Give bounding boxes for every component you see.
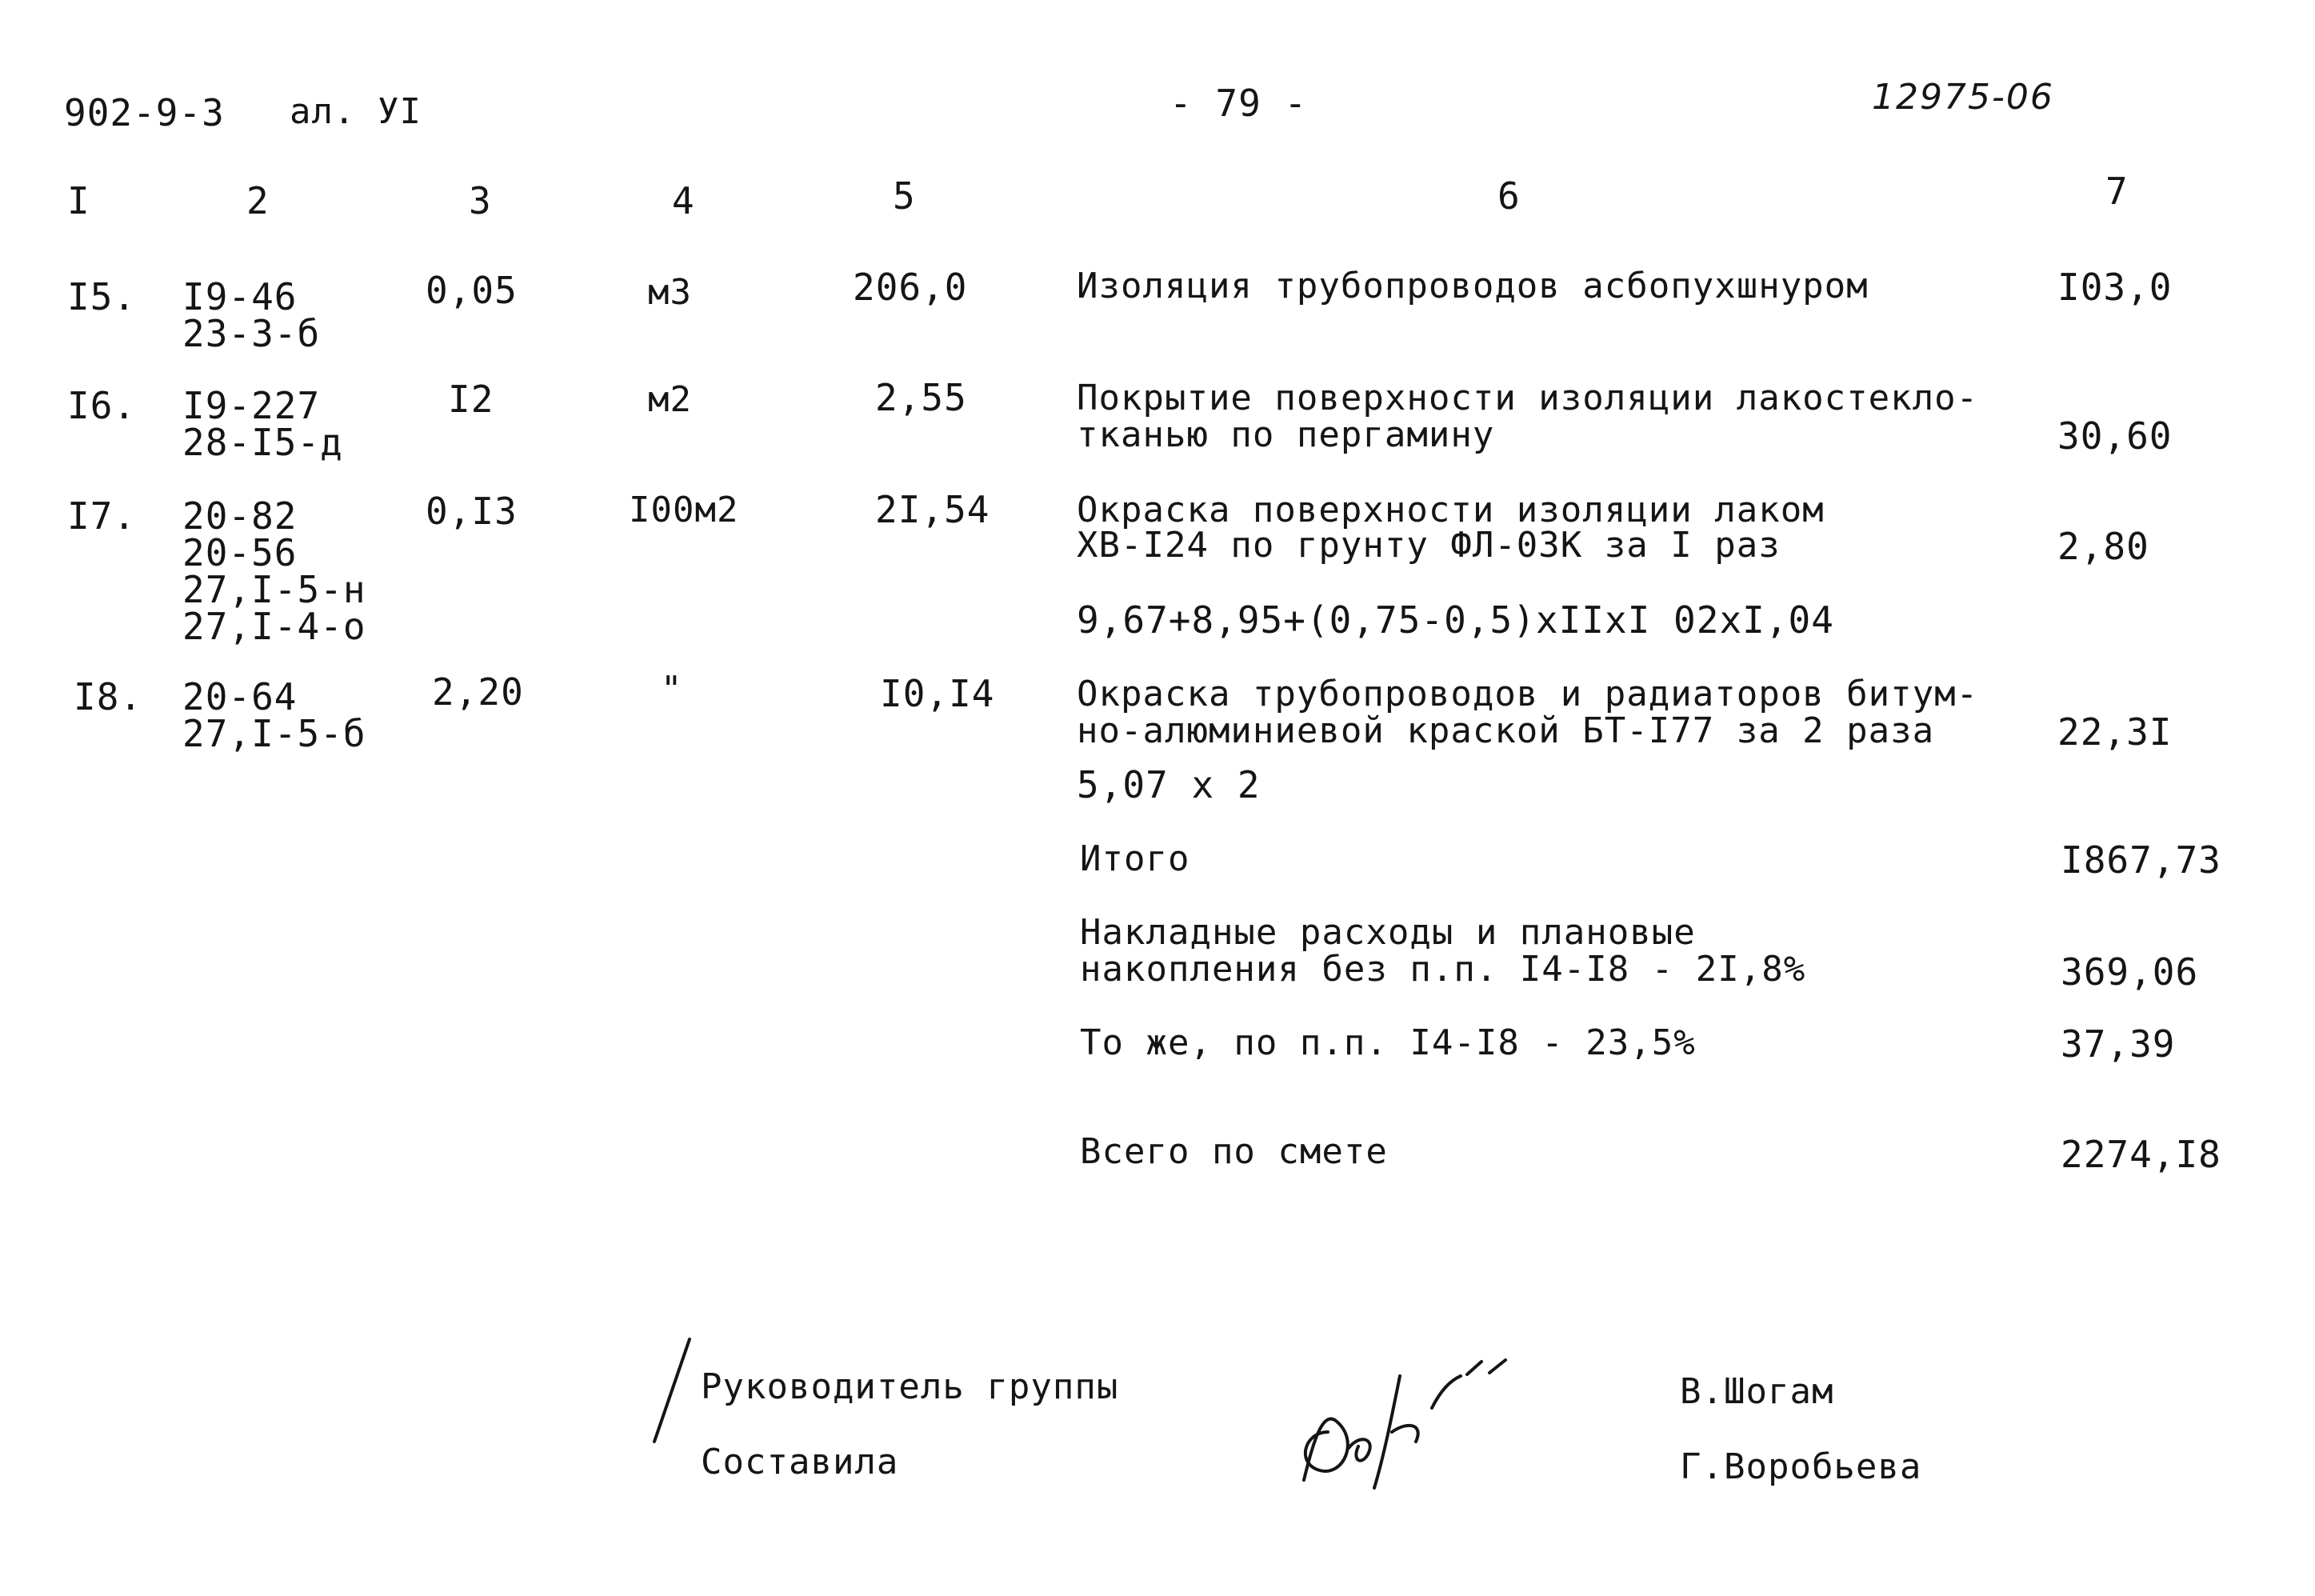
column-header-4: 4 — [672, 179, 695, 222]
overhead-label: Накладные расходы и плановые — [1080, 912, 1696, 953]
row-code: I9-46 — [182, 275, 298, 318]
grand-total-label: Всего по смете — [1080, 1131, 1388, 1172]
row-description: Покрытие поверхности изоляции лакостекло- — [1077, 378, 1979, 418]
overhead-label: накопления без п.п. I4-I8 - 2I,8% — [1080, 949, 1806, 990]
row-code: 27,I-5-б — [182, 712, 366, 755]
column-header-2: 2 — [246, 179, 270, 222]
row-unit: I00м2 — [629, 490, 739, 530]
row-description: Изоляция трубопроводов асбопухшнуром — [1077, 266, 1869, 306]
row-unit: " — [661, 669, 683, 710]
row-formula: 5,07 х 2 — [1077, 763, 1261, 806]
row-price: 206,0 — [853, 266, 968, 309]
overhead-value: 369,06 — [2061, 950, 2199, 994]
leader-name: В.Шогам — [1680, 1371, 1834, 1412]
row-total: 22,3I — [2057, 710, 2173, 754]
grand-total-value: 2274,I8 — [2061, 1133, 2221, 1176]
page-number: - 79 - — [1169, 82, 1308, 125]
project-code: 902-9-3 — [64, 91, 225, 134]
row-description: ХВ-I24 по грунту ФЛ-03К за I раз — [1077, 525, 1781, 566]
compiler-name: Г.Воробьева — [1680, 1446, 1922, 1487]
row-description: но-алюминиевой краской БТ-I77 за 2 раза — [1077, 710, 1935, 751]
subtotal-value: I867,73 — [2061, 838, 2221, 882]
archive-number: 12975-06 — [1872, 77, 2054, 118]
subtotal-label: Итого — [1080, 838, 1190, 879]
row-total: 30,60 — [2057, 414, 2173, 458]
row-unit: м3 — [648, 272, 692, 313]
leader-role: Руководитель группы — [701, 1366, 1119, 1407]
row-description: Окраска трубопроводов и радиаторов битум- — [1077, 674, 1979, 714]
row-number: I7. — [67, 494, 137, 538]
row-total: I03,0 — [2057, 266, 2173, 309]
compiler-role: Составила — [701, 1442, 899, 1482]
row-code: 20-56 — [182, 531, 298, 574]
album-number: ал. УI — [290, 91, 422, 132]
row-formula: 9,67+8,95+(0,75-0,5)хIIхI 02хI,04 — [1077, 598, 1834, 642]
row-code: 28-I5-д — [182, 421, 343, 464]
row-total: 2,80 — [2057, 525, 2149, 568]
row-number: I8. — [74, 675, 143, 718]
row-description: Окраска поверхности изоляции лаком — [1077, 490, 1825, 530]
same-value: 37,39 — [2061, 1022, 2176, 1066]
row-number: I6. — [67, 384, 137, 427]
row-price: 2I,54 — [875, 488, 990, 531]
column-header-5: 5 — [893, 174, 916, 218]
row-quantity: 0,05 — [426, 269, 518, 312]
row-code: 27,I-4-о — [182, 605, 366, 648]
row-number: I5. — [67, 275, 137, 318]
handwritten-signature — [1272, 1344, 1528, 1496]
row-price: I0,I4 — [880, 672, 995, 715]
same-label: То же, по п.п. I4-I8 - 23,5% — [1080, 1022, 1696, 1063]
row-code: 20-82 — [182, 494, 298, 538]
row-price: 2,55 — [875, 376, 967, 419]
column-header-1: I — [67, 179, 90, 222]
slash-mark — [648, 1334, 696, 1446]
row-quantity: I2 — [448, 378, 494, 421]
row-quantity: 0,I3 — [426, 490, 518, 533]
column-header-7: 7 — [2105, 170, 2129, 213]
column-header-3: 3 — [469, 179, 492, 222]
row-description: тканью по пергамину — [1077, 414, 1495, 455]
row-code: 23-3-б — [182, 312, 321, 355]
column-header-6: 6 — [1497, 174, 1521, 218]
row-code: 20-64 — [182, 675, 298, 718]
row-quantity: 2,20 — [432, 670, 524, 714]
row-code: 27,I-5-н — [182, 568, 366, 611]
row-unit: м2 — [648, 379, 692, 420]
row-code: I9-227 — [182, 384, 321, 427]
